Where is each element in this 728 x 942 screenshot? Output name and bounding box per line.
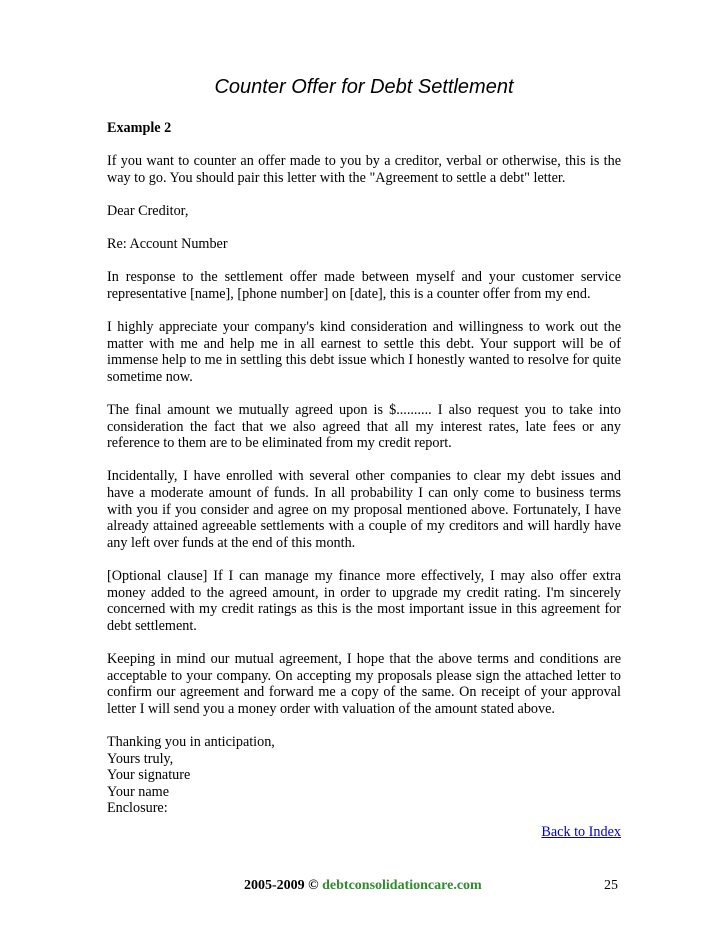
closing-line: Your name: [107, 783, 170, 800]
letter-closing: [107, 734, 621, 817]
page-number: 25: [604, 878, 618, 893]
closing-line: Thanking you in anticipation,: [107, 733, 275, 750]
closing-line: Yours truly,: [107, 750, 174, 767]
letter-paragraph: [Optional clause] If I can manage my finance more effectively, I may also offer extra money added to the agreed amount, in order to upgrade my credit rating. I'm sincerely concerned with my credit ratings as this is the most important issue in this agreement for debt settlement.: [107, 568, 621, 634]
letter-paragraph: In response to the settlement offer made between myself and your customer service representative [name], [phone number] on [date], this is a counter offer from my end.: [107, 269, 621, 302]
letter-paragraph: Incidentally, I have enrolled with several other companies to clear my debt issues and have a moderate amount of funds. In all probability I can only come to business terms with you if you consider and agree on my proposal mentioned above. Fortunately, I have already attained agreeable settlements with a couple of my creditors and will hardly have any left over funds at the end of this month.: [107, 468, 621, 551]
letter-paragraph: Keeping in mind our mutual agreement, I hope that the above terms and conditions are acceptable to your company. On accepting my proposals please sign the attached letter to confirm our agreement and forward me a copy of the same. On receipt of your approval letter I will send you a money order with valuation of the amount stated above.: [107, 651, 621, 717]
example-label: Example 2: [107, 120, 172, 136]
letter-paragraph: I highly appreciate your company's kind consideration and willingness to work out the matter with me and help me in all earnest to settle this debt. Your support will be of immense help to me in settling this debt issue which I honestly wanted to resolve for quite sometime now.: [107, 319, 621, 385]
closing-line: Your signature: [107, 767, 191, 784]
closing-line: Enclosure:: [107, 800, 168, 817]
footer-site-name: debtconsolidationcare.com: [322, 878, 482, 893]
letter-paragraph: The final amount we mutually agreed upon is $.......... I also request you to take into consideration the fact that we also agreed that all my interest rates, late fees or any reference to them are to be eliminated from my credit report.: [107, 402, 621, 452]
back-to-index-link[interactable]: Back to Index: [541, 824, 621, 840]
letter-body: [107, 120, 621, 817]
intro-paragraph: If you want to counter an offer made to you by a creditor, verbal or otherwise, this is the way to go. You should pair this letter with the "Agreement to settle a debt" letter.: [107, 153, 621, 186]
reference-line: Re: Account Number: [107, 236, 228, 253]
copyright-text: 2005-2009 ©: [244, 878, 323, 893]
document-title: Counter Offer for Debt Settlement: [214, 76, 514, 98]
salutation: Dear Creditor,: [107, 202, 189, 219]
footer-copyright: [244, 877, 482, 895]
